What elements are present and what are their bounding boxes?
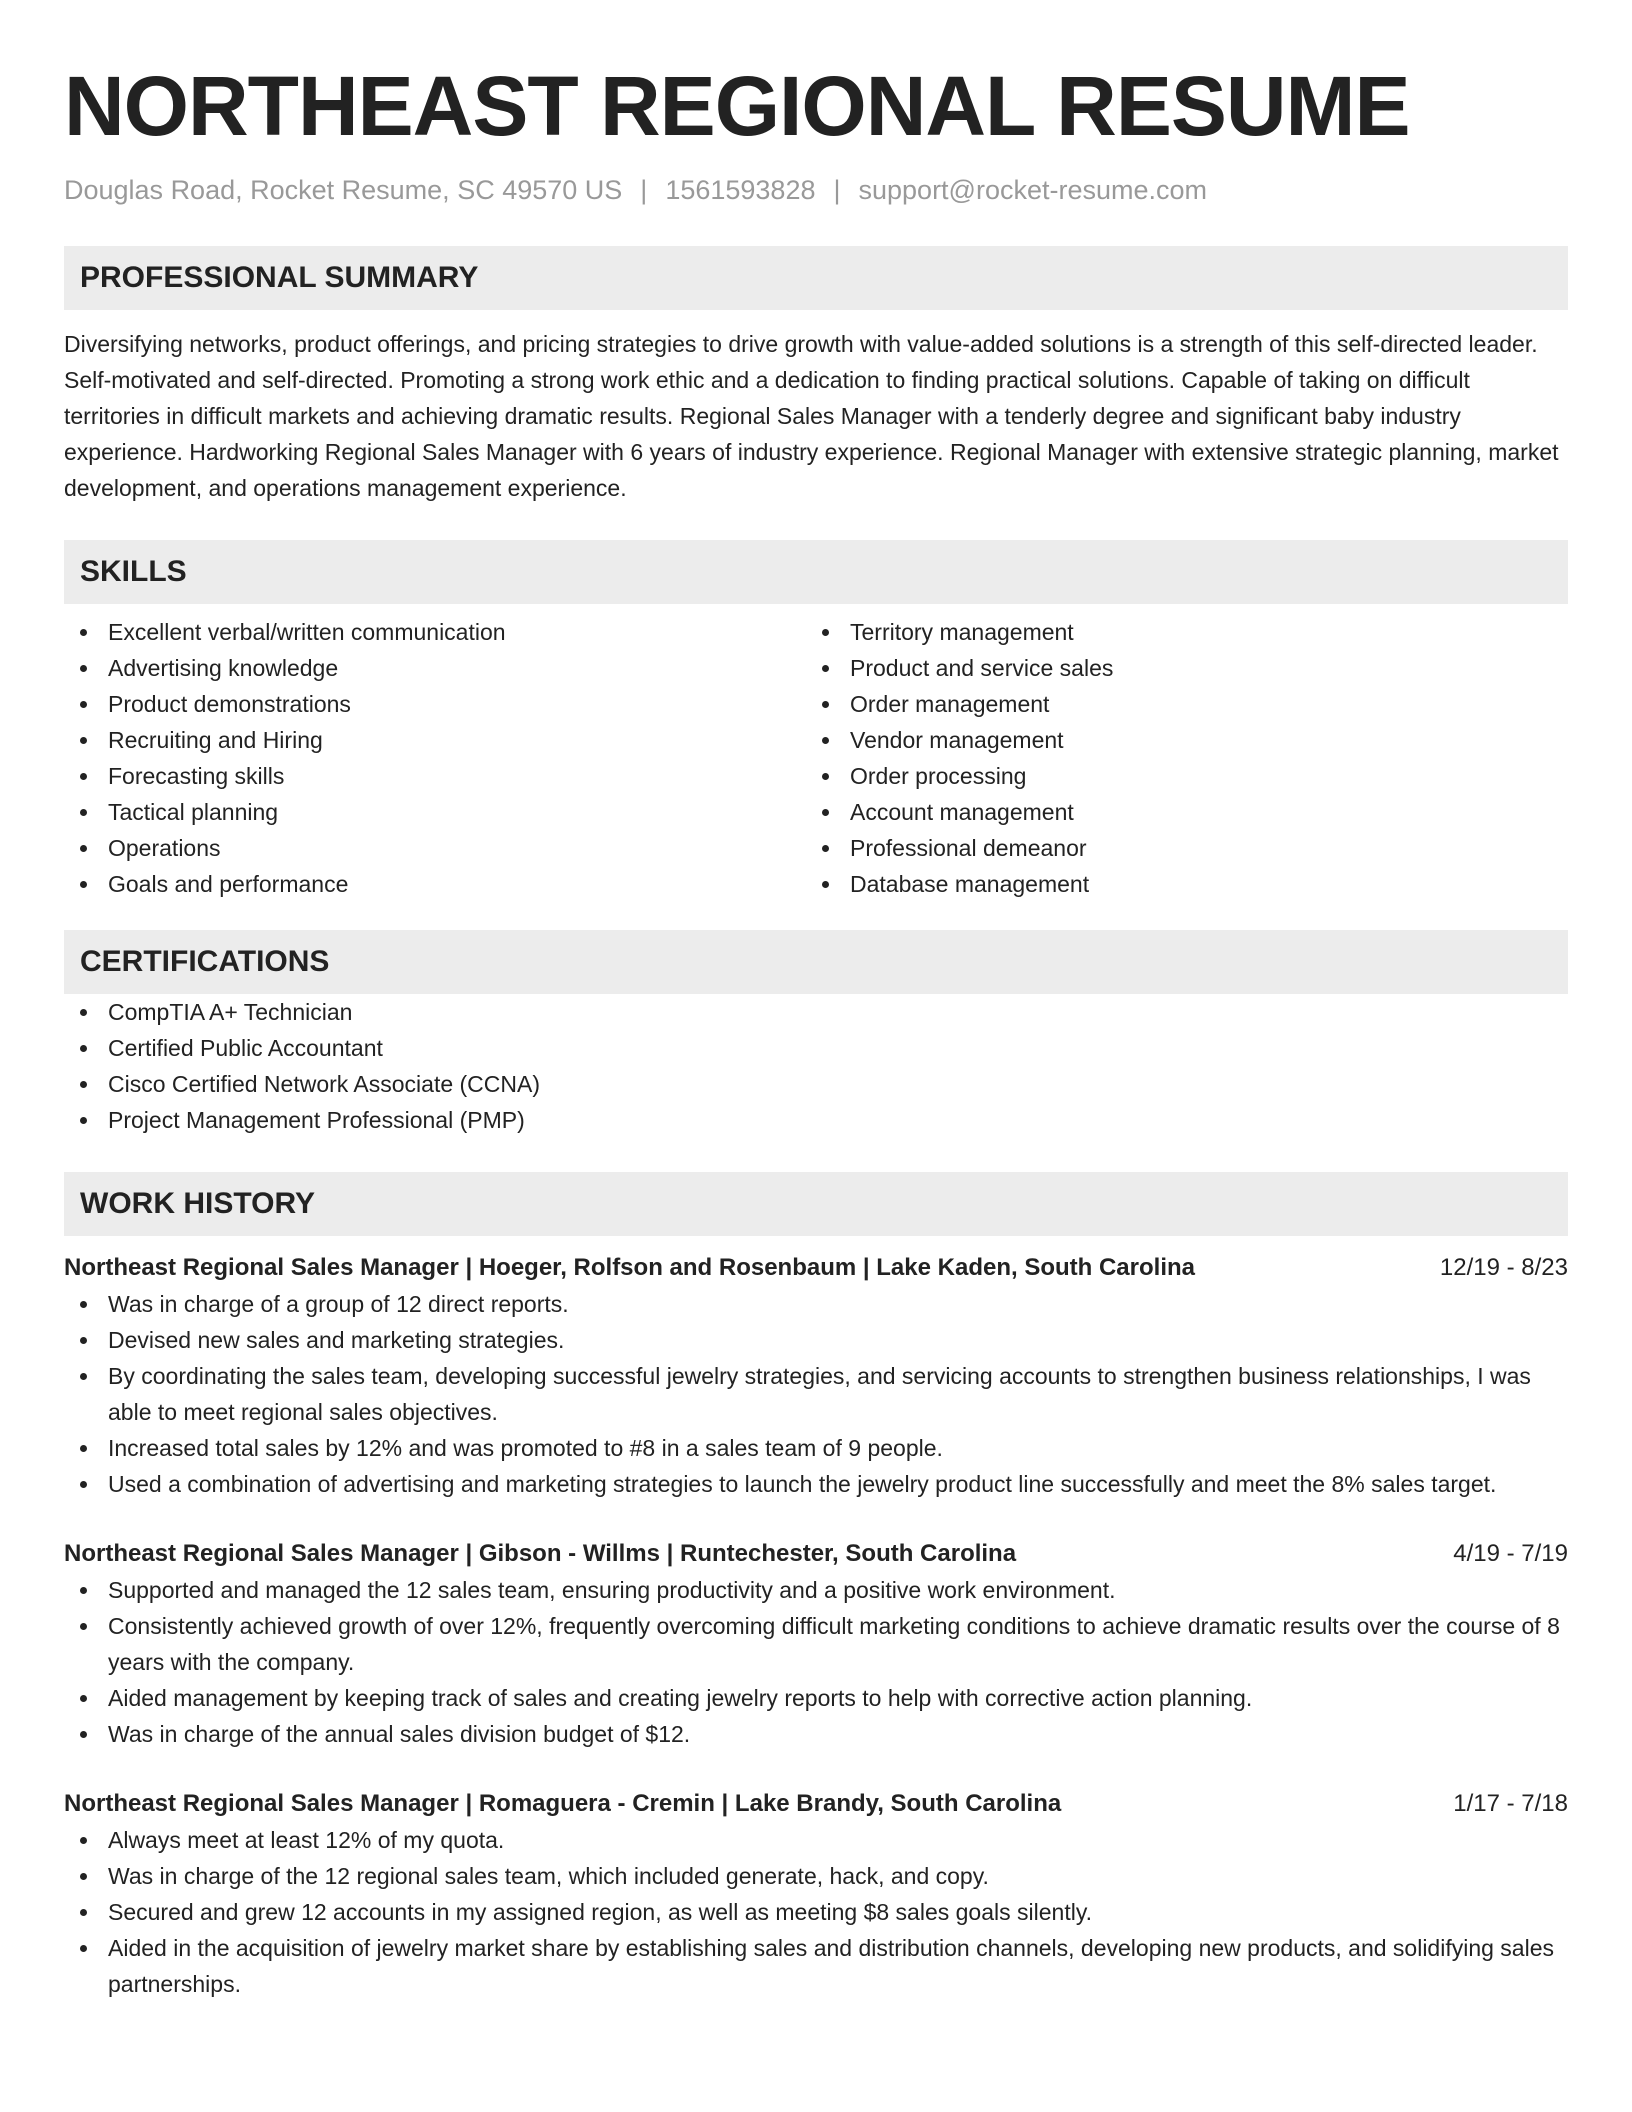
skill-item: Professional demeanor [806,830,1548,866]
skills-columns [64,614,1568,902]
skill-item: Advertising knowledge [64,650,806,686]
skill-item: Tactical planning [64,794,806,830]
skill-item: Operations [64,830,806,866]
skill-item: Order management [806,686,1548,722]
certification-item: CompTIA A+ Technician [64,994,1568,1030]
contact-line [64,172,1568,208]
job-bullet: Secured and grew 12 accounts in my assigned region, as well as meeting $8 sales goals silently. [64,1894,1568,1930]
job-bullet-list [64,1572,1568,1752]
job-title: Northeast Regional Sales Manager | Romaguera - Cremin | Lake Brandy, South Carolina [64,1790,1062,1817]
skill-item: Database management [806,866,1548,902]
job-bullet: Aided in the acquisition of jewelry market share by establishing sales and distribution channels, developing new products, and solidifying sales partnerships. [64,1930,1568,2002]
certification-item: Project Management Professional (PMP) [64,1102,1568,1138]
contact-separator: | [640,175,648,205]
skills-section-header: SKILLS [64,540,1568,604]
skill-item: Product demonstrations [64,686,806,722]
job-bullet-list [64,1286,1568,1502]
job-bullet: By coordinating the sales team, developing successful jewelry strategies, and servicing accounts to strengthen business relationships, I was able to meet regional sales objectives. [64,1358,1568,1430]
job-header [64,1250,1568,1286]
skill-item: Excellent verbal/written communication [64,614,806,650]
contact-separator: | [833,175,841,205]
skills-right-list [806,614,1548,902]
job-dates: 1/17 - 7/18 [1453,1790,1568,1817]
job-title: Northeast Regional Sales Manager | Hoeger, Rolfson and Rosenbaum | Lake Kaden, South Carolina [64,1254,1195,1281]
certification-item: Cisco Certified Network Associate (CCNA) [64,1066,1568,1102]
job-bullet: Increased total sales by 12% and was promoted to #8 in a sales team of 9 people. [64,1430,1568,1466]
contact-address: Douglas Road, Rocket Resume, SC 49570 US [64,175,623,205]
skill-item: Account management [806,794,1548,830]
job-bullet: Consistently achieved growth of over 12%, frequently overcoming difficult marketing conditions to achieve dramatic results over the course of 8 years with the company. [64,1608,1568,1680]
skill-item: Territory management [806,614,1548,650]
skill-item: Recruiting and Hiring [64,722,806,758]
job-bullet: Supported and managed the 12 sales team, ensuring productivity and a positive work environment. [64,1572,1568,1608]
job-bullet-list [64,1822,1568,2002]
skill-item: Goals and performance [64,866,806,902]
job-bullet: Was in charge of a group of 12 direct reports. [64,1286,1568,1322]
summary-text: Diversifying networks, product offerings, and pricing strategies to drive growth with value-added solutions is a strength of this self-directed leader. Self-motivated and self-directed. Promoting a strong work ethic and a dedication to finding practical solutions. Capable of taking on difficult territories in difficult markets and achieving dramatic results. Regional Sales Manager with a tenderly degree and significant baby industry experience. Hardworking Regional Sales Manager with 6 years of industry experience. Regional Manager with extensive strategic planning, market development, and operations management experience. [64,331,1559,501]
skill-item: Forecasting skills [64,758,806,794]
job-bullet: Was in charge of the 12 regional sales team, which included generate, hack, and copy. [64,1858,1568,1894]
job-bullet: Aided management by keeping track of sales and creating jewelry reports to help with corrective action planning. [64,1680,1568,1716]
job-dates: 4/19 - 7/19 [1453,1540,1568,1567]
contact-email: support@rocket-resume.com [858,175,1208,205]
job-bullet: Always meet at least 12% of my quota. [64,1822,1568,1858]
job-bullet: Devised new sales and marketing strategies. [64,1322,1568,1358]
job-entry [64,1250,1568,1502]
job-bullet: Used a combination of advertising and marketing strategies to launch the jewelry product line successfully and meet the 8% sales target. [64,1466,1568,1502]
summary-section-header: PROFESSIONAL SUMMARY [64,246,1568,310]
job-bullet: Was in charge of the annual sales division budget of $12. [64,1716,1568,1752]
certifications-list [64,994,1568,1138]
certification-item: Certified Public Accountant [64,1030,1568,1066]
job-header [64,1536,1568,1572]
skill-item: Order processing [806,758,1548,794]
skill-item: Vendor management [806,722,1548,758]
job-title: Northeast Regional Sales Manager | Gibson - Willms | Runtechester, South Carolina [64,1540,1017,1567]
resume-name: NORTHEAST REGIONAL RESUME [64,59,1410,153]
job-entry [64,1786,1568,2002]
contact-phone: 1561593828 [665,175,816,205]
certifications-section-header: CERTIFICATIONS [64,930,1568,994]
work-history-section-header: WORK HISTORY [64,1172,1568,1236]
resume-page [64,0,1568,2002]
skill-item: Product and service sales [806,650,1548,686]
job-dates: 12/19 - 8/23 [1439,1254,1568,1281]
job-header [64,1786,1568,1822]
job-entry [64,1536,1568,1752]
skills-left-list [64,614,806,902]
